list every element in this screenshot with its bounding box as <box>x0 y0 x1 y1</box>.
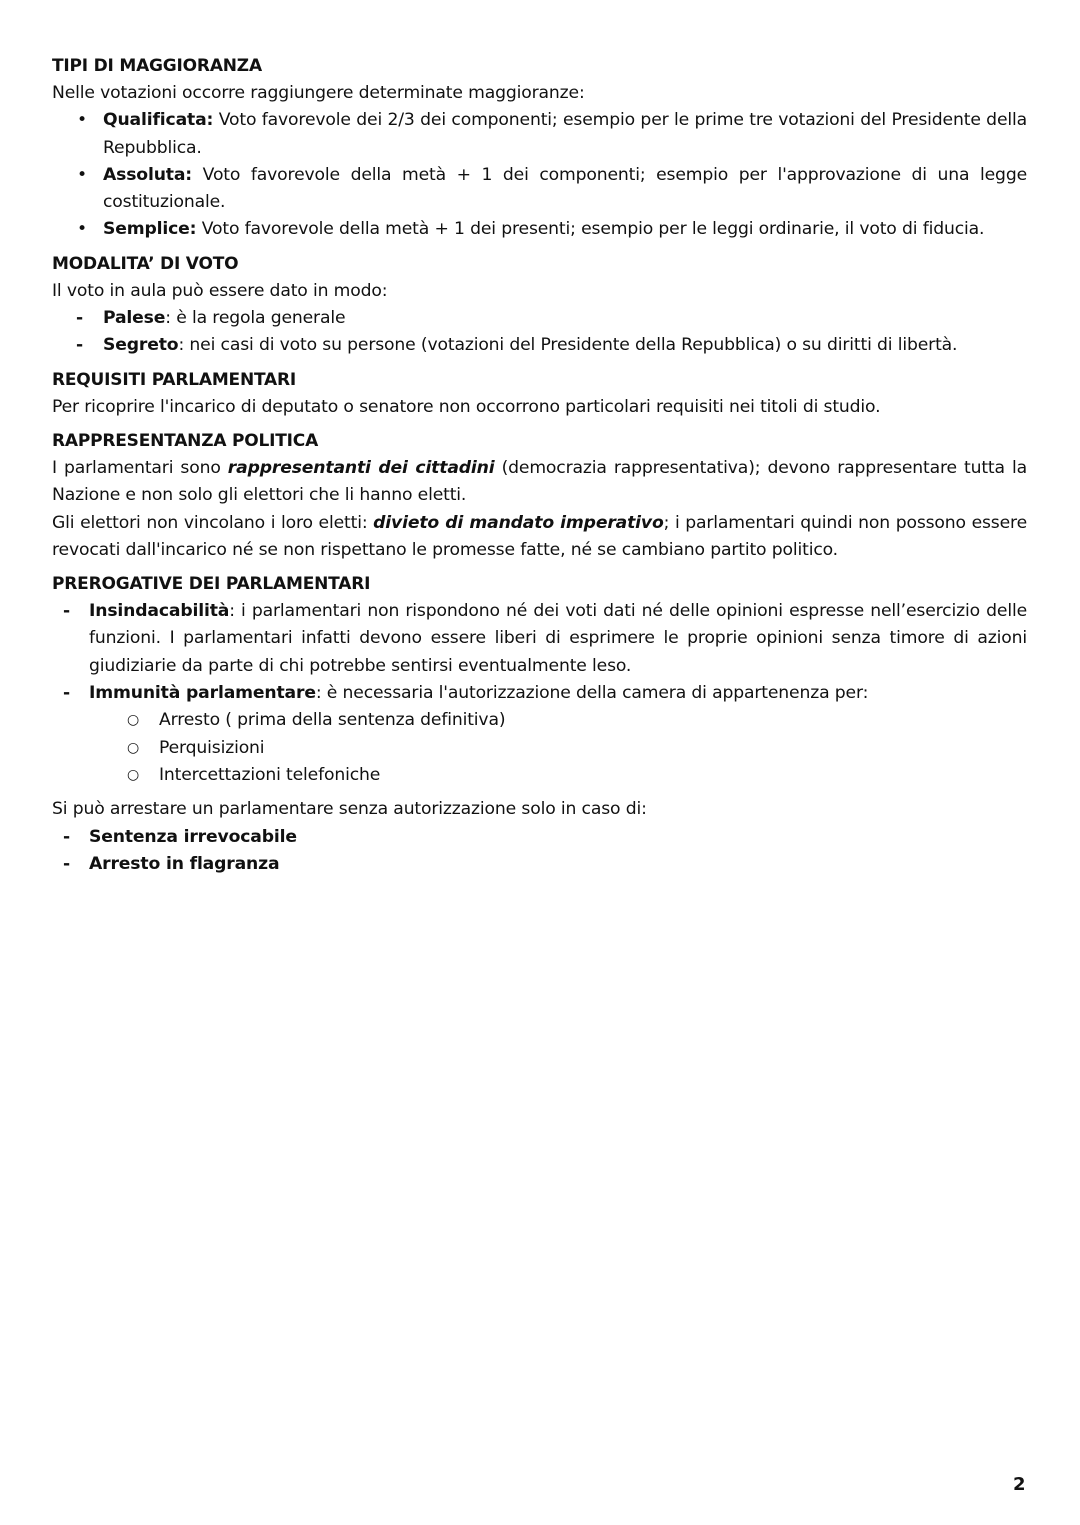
list-item <box>52 824 1027 851</box>
sub-list-item <box>52 735 1027 762</box>
section-intro: Il voto in aula può essere dato in modo: <box>52 280 388 301</box>
item-text: Voto favorevole della metà + 1 dei componenti; esempio per l'approvazione di una legge costituzionale. <box>103 164 1027 213</box>
list-item <box>52 680 1027 707</box>
section-title: MODALITA’ DI VOTO <box>52 253 239 274</box>
immunity-sublist <box>52 707 1027 789</box>
dash-icon: - <box>63 826 70 847</box>
item-label: Sentenza irrevocabile <box>89 826 297 847</box>
list-item <box>52 851 1027 878</box>
bullet-icon: • <box>77 219 87 240</box>
item-text: : nei casi di voto su persone (votazioni del Presidente della Repubblica) o su diritti di libertà. <box>178 335 958 356</box>
circle-bullet-icon: ○ <box>127 739 140 756</box>
sub-item-text: Perquisizioni <box>159 737 265 758</box>
page-number: 2 <box>1013 1474 1026 1495</box>
dash-icon: - <box>76 335 83 356</box>
section-rappresentanza <box>52 428 1027 564</box>
item-label: Arresto in flagranza <box>89 853 280 874</box>
sub-list-item <box>52 707 1027 734</box>
prerogative-list <box>52 598 1027 707</box>
section-arresto <box>52 796 1027 878</box>
item-label: Assoluta: <box>103 164 193 185</box>
majority-list <box>52 107 1027 243</box>
emphasis-text: divieto di mandato imperativo <box>373 512 664 533</box>
section-intro: Si può arrestare un parlamentare senza autorizzazione solo in caso di: <box>52 799 647 820</box>
paragraph <box>52 510 1027 565</box>
dash-icon: - <box>63 683 70 704</box>
text-run: Gli elettori non vincolano i loro eletti: <box>52 512 374 533</box>
paragraph <box>52 455 1027 510</box>
item-text: : è necessaria l'autorizzazione della camera di appartenenza per: <box>315 683 869 704</box>
bullet-icon: • <box>77 110 87 131</box>
item-label: Immunità parlamentare <box>89 683 316 704</box>
section-title: RAPPRESENTANZA POLITICA <box>52 430 319 451</box>
list-item <box>52 216 1027 243</box>
section-tipi-maggioranza <box>52 53 1027 244</box>
bullet-icon: • <box>77 164 87 185</box>
list-item <box>52 305 1027 332</box>
dash-icon: - <box>76 308 83 329</box>
list-item <box>52 107 1027 162</box>
dash-icon: - <box>63 853 70 874</box>
sub-item-text: Arresto ( prima della sentenza definitiva) <box>159 710 506 731</box>
item-text: Voto favorevole della metà + 1 dei presenti; esempio per le leggi ordinarie, il voto di fiducia. <box>196 219 985 240</box>
item-text: : i parlamentari non rispondono né dei voti dati né delle opinioni espresse nell’esercizio delle funzioni. I parlamentari infatti devono essere liberi di esprimere le proprie opinioni senza timore di azioni giudiziarie da parte di chi potrebbe sentirsi eventualmente leso. <box>89 601 1027 676</box>
list-item <box>52 332 1027 359</box>
arrest-list <box>52 824 1027 879</box>
section-text: Per ricoprire l'incarico di deputato o senatore non occorrono particolari requisiti nei titoli di studio. <box>52 396 881 417</box>
section-modalita-voto <box>52 251 1027 360</box>
item-text: : è la regola generale <box>165 308 346 329</box>
section-requisiti <box>52 367 1027 421</box>
text-run: ; i parlamentari quindi non possono essere revocati dall'incarico né se non rispettano le promesse fatte, né se cambiano partito politico. <box>52 512 1028 560</box>
section-title: TIPI DI MAGGIORANZA <box>52 56 262 76</box>
item-text: Voto favorevole dei 2/3 dei componenti; esempio per le prime tre votazioni del Presidente della Repubblica. <box>103 110 1027 158</box>
item-label: Insindacabilità <box>89 601 230 622</box>
list-item <box>52 162 1027 217</box>
section-intro: Nelle votazioni occorre raggiungere determinate maggioranze: <box>52 83 585 103</box>
item-label: Qualificata: <box>103 110 214 131</box>
vote-mode-list <box>52 305 1027 360</box>
sub-list-item <box>52 762 1027 789</box>
sub-item-text: Intercettazioni telefoniche <box>159 764 381 785</box>
circle-bullet-icon: ○ <box>127 712 140 729</box>
item-label: Palese <box>103 308 166 329</box>
emphasis-text: rappresentanti dei cittadini <box>227 457 495 478</box>
circle-bullet-icon: ○ <box>127 766 140 783</box>
section-title: PREROGATIVE DEI PARLAMENTARI <box>52 574 371 595</box>
list-item <box>52 598 1027 680</box>
item-label: Segreto <box>103 335 179 356</box>
section-title: REQUISITI PARLAMENTARI <box>52 369 297 390</box>
dash-icon: - <box>63 601 70 622</box>
section-prerogative <box>52 571 1027 789</box>
item-label: Semplice: <box>103 219 197 240</box>
text-run: I parlamentari sono <box>52 457 228 478</box>
text-run: (democrazia rappresentativa); devono rappresentare tutta la Nazione e non solo gli elettori che li hanno eletti. <box>52 457 1027 506</box>
